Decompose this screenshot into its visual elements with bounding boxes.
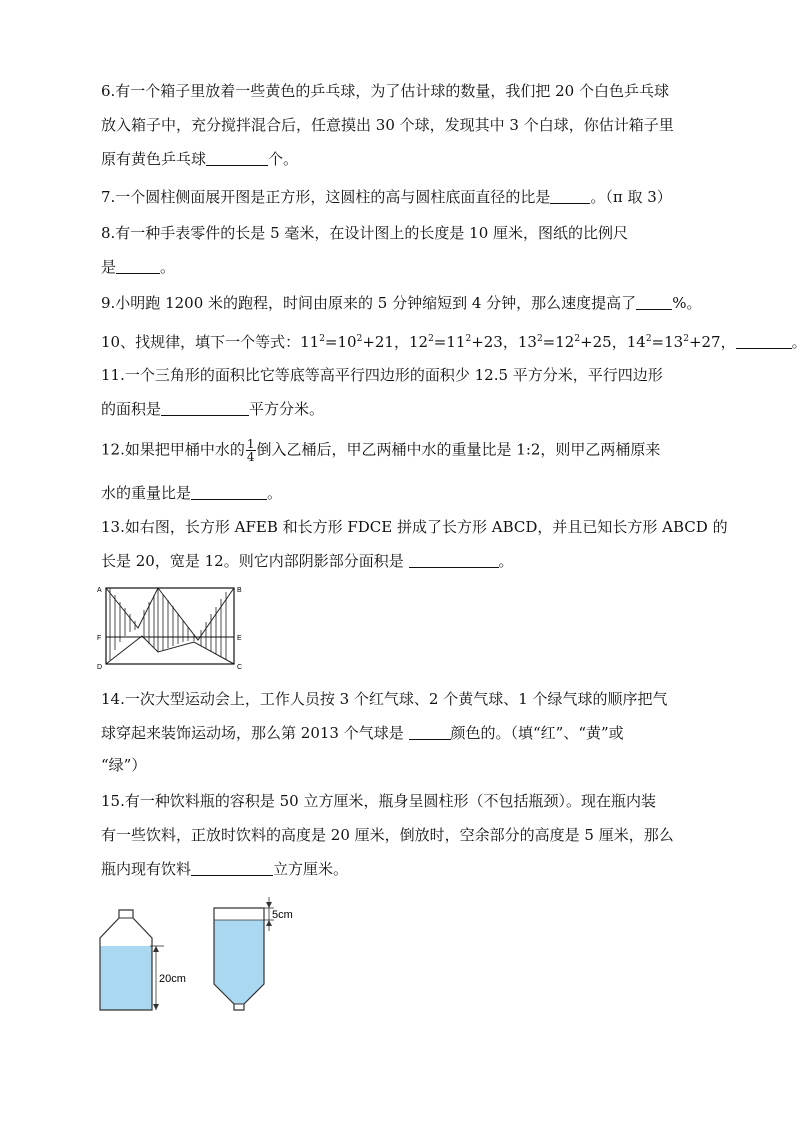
q13-answer-blank[interactable] [409,552,499,568]
q7-text-after: 。（π 取 3） [590,188,672,206]
q11-line2 [101,398,324,420]
q11-text-after: 平方分米。 [249,400,325,418]
q9-text-after: %。 [672,294,702,312]
q15-answer-blank[interactable] [191,860,273,876]
q11-answer-blank[interactable] [161,400,249,416]
q6-answer-blank[interactable] [206,150,268,166]
q12-answer-blank[interactable] [191,484,267,500]
q15-inverted-arrow-down-icon [266,902,272,908]
q10-answer-blank[interactable] [736,333,792,349]
q6-text-after: 个。 [268,150,299,168]
q15-upright-arrow-down-icon [153,1004,159,1010]
q10-eq3: $13^2=12^2+25$， [517,333,627,351]
q14-line1: 14.一次大型运动会上，工作人员按 3 个红气球、2 个黄气球、1 个绿气球的顺序把气 [101,690,668,708]
q8-line2 [101,256,175,278]
q12-text-after: 倒入乙桶后，甲乙两桶中水的重量比是 1:2，则甲乙两桶原来 [256,440,661,459]
q6-line3 [101,148,298,170]
q12-line2 [101,482,282,504]
q13-label-a: A [97,587,102,594]
q6-line2: 放入箱子中，充分搅拌混合后，任意摸出 30 个球，发现其中 3 个白球，你估计箱子里 [101,116,674,134]
q15-upright-height-label: 20cm [159,973,186,985]
q15-line2: 有一些饮料，正放时饮料的高度是 20 厘米，倒放时，空余部分的高度是 5 厘米，那么 [101,826,674,844]
q12-text-before: 12.如果把甲桶中水的 [101,440,245,459]
q15-upright-bottle-figure [94,902,194,1014]
q15-inverted-bottle-figure [208,894,308,1014]
q12-fraction: $\frac{1}{4}$ [246,437,255,464]
q10-eq2: $12^2=11^2+23$， [408,333,518,351]
q15-inverted-height-label: 5cm [272,909,293,921]
q10-eq1: $11^2=10^2+21$， [300,333,409,351]
q13-lower-zigzag [106,636,234,664]
q13-line1: 13.如右图，长方形 AFEB 和长方形 FDCE 拼成了长方形 ABCD，并且已知长方形 ABCD 的 [101,518,728,536]
q13-label-b: B [237,587,242,594]
q10-line [101,328,807,353]
q13-label-d: D [97,664,103,671]
q15-upright-liquid [100,946,152,1010]
q7-line [101,186,672,208]
q13-text-before: 长是 20，宽是 12。则它内部阴影部分面积是 [101,552,404,570]
q14-line3: “绿”） [101,756,147,774]
q13-rectangle-figure [96,584,244,670]
q8-answer-blank[interactable] [116,258,160,274]
q15-text-before: 瓶内现有饮料 [101,860,192,878]
q8-text-after: 。 [160,258,176,276]
q6-text-before: 原有黄色乒乓球 [101,150,207,168]
q12-line1 [101,438,660,463]
q13-label-f: F [97,635,102,642]
q14-line2 [101,722,624,744]
q7-text-before: 7.一个圆柱侧面展开图是正方形，这圆柱的高与圆柱底面直径的比是 [101,188,551,206]
q12-text2-after: 。 [267,484,283,502]
q15-line1: 15.有一种饮料瓶的容积是 50 立方厘米，瓶身呈圆柱形（不包括瓶颈）。现在瓶内装 [101,792,656,810]
q13-label-e: E [237,635,242,642]
q13-label-c: C [237,664,243,671]
q9-text-before: 9.小明跑 1200 米的跑程，时间由原来的 5 分钟缩短到 4 分钟，那么速度提高了 [101,294,637,312]
q13-text-after: 。 [498,552,514,570]
q15-upright-arrow-up-icon [153,946,159,952]
q14-text-before: 球穿起来装饰运动场，那么第 2013 个气球是 [101,724,404,742]
q8-line1: 8.有一种手表零件的长是 5 毫米，在设计图上的长度是 10 厘米，图纸的比例尺 [101,224,629,242]
q12-text2-before: 水的重量比是 [101,484,192,502]
q15-line3 [101,858,348,880]
q11-text-before: 的面积是 [101,400,162,418]
q10-eq4: $14^2=13^2+27$， [626,333,736,351]
q10-prefix: 10、找规律，填下一个等式： [101,333,301,351]
q14-answer-blank[interactable] [409,724,451,740]
q9-line [101,292,701,314]
q13-line2 [101,550,514,572]
q15-text-after: 立方厘米。 [273,860,349,878]
q11-line1: 11.一个三角形的面积比它等底等高平行四边形的面积少 12.5 平方分米，平行四边形 [101,366,663,384]
q9-answer-blank[interactable] [636,294,672,310]
q6-line1: 6.有一个箱子里放着一些黄色的乒乓球，为了估计球的数量，我们把 20 个白色乒乓球 [101,82,669,100]
q10-text-after: 。 [791,333,807,351]
q7-answer-blank[interactable] [550,188,590,204]
q8-text-before: 是 [101,258,117,276]
q14-text-after: 颜色的。（填“红”、“黄”或 [450,724,624,742]
